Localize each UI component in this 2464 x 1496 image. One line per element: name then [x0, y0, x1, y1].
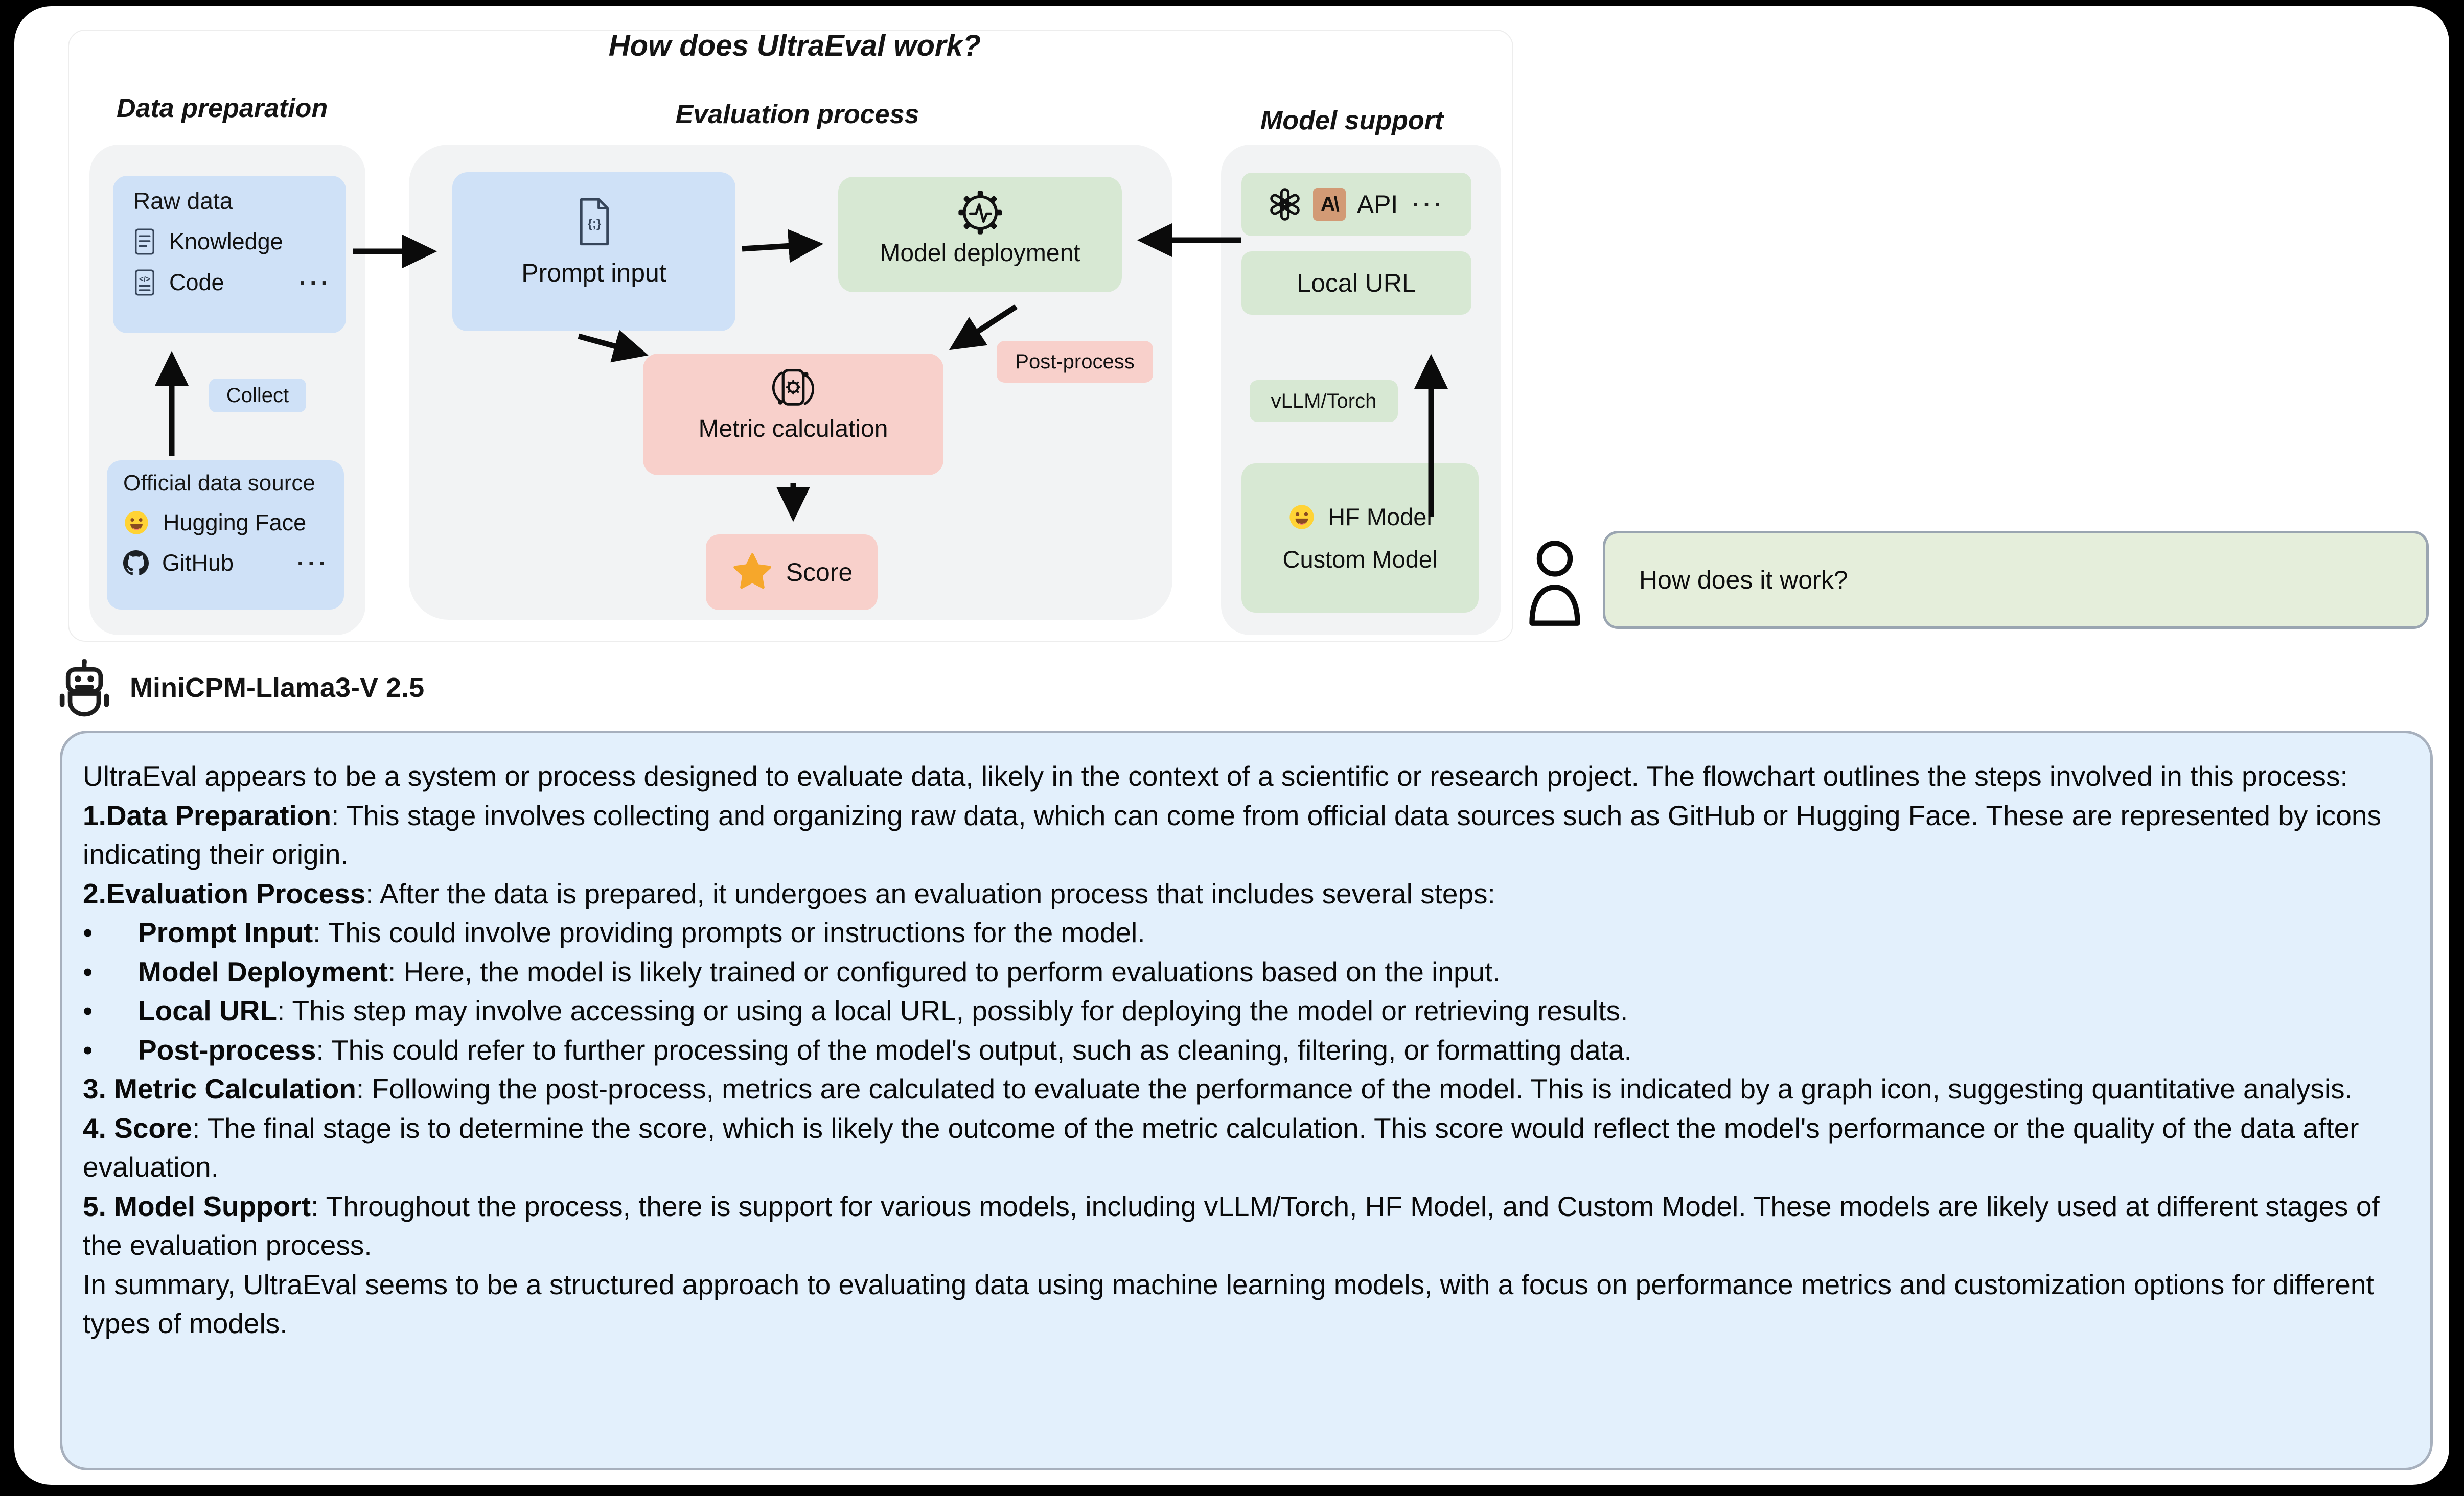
official-data-source-title: Official data source	[123, 471, 315, 496]
assistant-header	[57, 658, 424, 717]
hf-model-label: HF Model	[1328, 503, 1432, 530]
answer-paragraph: In summary, UltraEval seems to be a structured approach to evaluating data using machine learning models, with a focus on performance metrics and customization options for different types of models.	[83, 1268, 2374, 1339]
metric-calculation-label: Metric calculation	[698, 415, 888, 442]
official-source-item-label: GitHub	[162, 550, 234, 576]
score-box	[706, 534, 878, 610]
diagram-title: How does UltraEval work?	[608, 29, 981, 62]
model-deployment-label: Model deployment	[880, 240, 1080, 267]
star-icon	[731, 551, 774, 594]
user-message-bubble	[1603, 531, 2429, 629]
custom-model-label: Custom Model	[1282, 546, 1438, 573]
official-source-item-label: Hugging Face	[163, 509, 307, 535]
prompt-input-label: Prompt input	[521, 259, 666, 287]
hugging-face-icon	[1288, 503, 1316, 531]
answer-paragraph: 4. Score: The final stage is to determine the score, which is likely the outcome of the metric calculation. This score would reflect the model's performance or the quality of the data after evaluation.	[83, 1112, 2359, 1183]
list-item	[133, 269, 346, 296]
answer-paragraph: 5. Model Support: Throughout the process, there is support for various models, including vLLM/Torch, HF Model, and Custom Model. These models are likely used at different stages of the evaluation process.	[83, 1190, 2380, 1261]
svg-text:</>: </>	[139, 274, 150, 284]
post-process-label-box: Post-process	[997, 341, 1153, 383]
ellipsis-more: ···	[299, 269, 332, 296]
section-heading-data-preparation: Data preparation	[117, 94, 328, 123]
section-heading-evaluation-process: Evaluation process	[675, 100, 919, 129]
list-item	[123, 509, 344, 536]
person-icon	[1525, 537, 1584, 627]
user-message-text: How does it work?	[1639, 566, 1848, 594]
list-item	[123, 549, 344, 577]
hugging-face-icon	[123, 509, 150, 536]
hf-model-row	[1288, 503, 1432, 531]
vllm-torch-box: vLLM/Torch	[1250, 380, 1398, 422]
raw-data-item-label: Code	[169, 269, 224, 295]
list-item	[133, 228, 346, 255]
svg-text:{;}: {;}	[587, 217, 602, 231]
model-deployment-box	[838, 177, 1122, 292]
prompt-input-box	[452, 172, 735, 331]
ellipsis-more: ···	[1412, 191, 1445, 218]
api-box	[1241, 173, 1471, 236]
answer-paragraph: 1.Data Preparation: This stage involves collecting and organizing raw data, which can come from official data sources such as GitHub or Hugging Face. These are represented by icons indicating their origin.	[83, 799, 2382, 870]
raw-data-title: Raw data	[133, 188, 233, 214]
anthropic-icon: A\	[1313, 188, 1346, 221]
raw-data-item-label: Knowledge	[169, 228, 283, 254]
code-file-icon	[133, 269, 156, 296]
metric-calculation-box	[643, 354, 943, 475]
assistant-answer-bubble	[60, 731, 2433, 1470]
answer-text	[83, 757, 2410, 1343]
answer-paragraph: • Post-process: This could refer to further processing of the model's output, such as cleaning, filtering, or formatting data.	[83, 1034, 1632, 1066]
assistant-name: MiniCPM-Llama3-V 2.5	[130, 672, 425, 703]
ellipsis-more: ···	[297, 550, 330, 576]
local-url-box: Local URL	[1241, 251, 1471, 315]
answer-paragraph: UltraEval appears to be a system or process designed to evaluate data, likely in the context of a scientific or research project. The flowchart outlines the steps involved in this process:	[83, 760, 2348, 792]
answer-paragraph: 2.Evaluation Process: After the data is prepared, it undergoes an evaluation process that includes several steps:	[83, 877, 1495, 909]
metric-orbit-icon	[767, 362, 820, 415]
answer-paragraph: • Model Deployment: Here, the model is likely trained or configured to perform evaluations based on the input.	[83, 955, 1501, 988]
prompt-file-icon	[574, 193, 613, 251]
score-label: Score	[786, 558, 853, 587]
gear-icon	[954, 186, 1007, 239]
answer-paragraph: • Prompt Input: This could involve providing prompts or instructions for the model.	[83, 917, 1145, 948]
answer-paragraph: • Local URL: This step may involve accessing or using a local URL, possibly for deploying the model or retrieving results.	[83, 995, 1628, 1026]
github-icon	[123, 550, 149, 576]
api-label: API	[1356, 190, 1398, 219]
raw-data-box	[113, 176, 346, 333]
robot-icon	[57, 658, 111, 717]
hf-model-box	[1241, 463, 1479, 613]
section-heading-model-support: Model support	[1260, 106, 1444, 135]
collect-label-box: Collect	[209, 379, 306, 412]
official-data-source-box	[107, 460, 344, 610]
answer-paragraph: 3. Metric Calculation: Following the post-process, metrics are calculated to evaluate the performance of the model. This is indicated by a graph icon, suggesting quantitative analysis.	[83, 1073, 2353, 1105]
openai-icon	[1268, 188, 1302, 221]
document-icon	[133, 228, 156, 255]
